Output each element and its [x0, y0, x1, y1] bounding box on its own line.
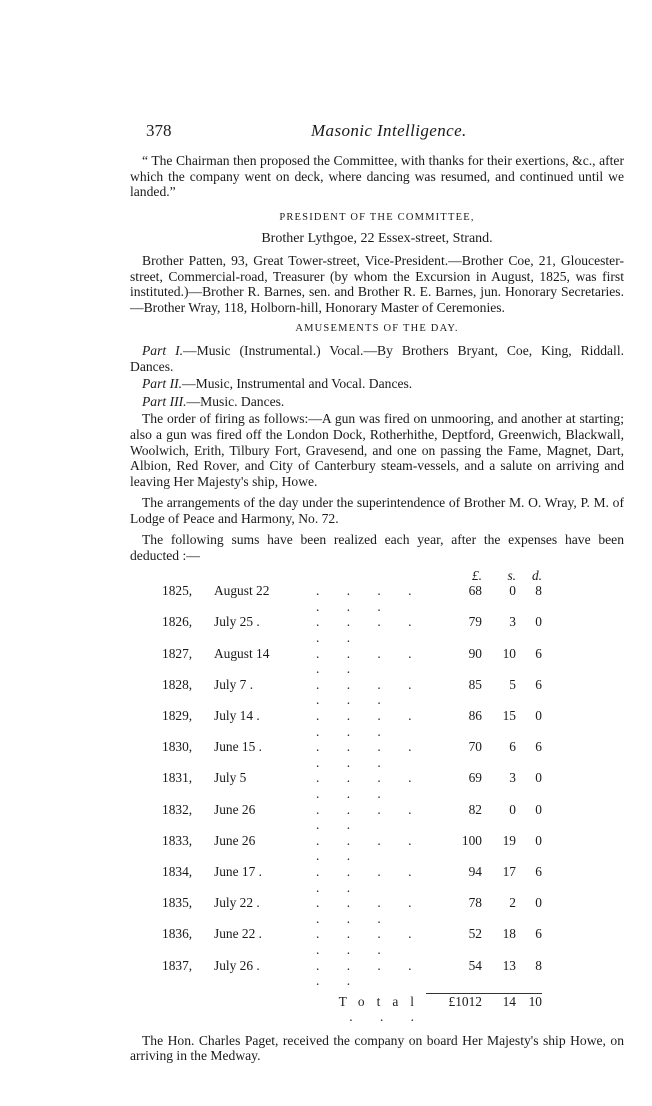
row-date: June 26	[214, 832, 256, 848]
total-pounds: £1012	[426, 993, 482, 1025]
part-one-label: Part I.	[142, 342, 184, 358]
closing-paragraph: The Hon. Charles Paget, received the company on board Her Majesty's ship Howe, on arriving in the Medway.	[130, 1032, 624, 1064]
row-shillings: 2	[509, 895, 516, 911]
arrangements-paragraph: The arrangements of the day under the superintendence of Brother M. O. Wray, P. M. of Lodge of Peace and Harmony, No. 72.	[130, 495, 624, 526]
total-shillings: 14	[482, 993, 516, 1025]
row-pence: 6	[535, 676, 542, 692]
row-year: 1832,	[162, 801, 193, 817]
row-date: July 25 .	[214, 614, 260, 630]
part-three-label: Part III.	[142, 393, 187, 409]
part-two	[130, 376, 624, 392]
row-shillings: 17	[502, 863, 516, 879]
table-row	[162, 677, 542, 708]
row-year: 1827,	[162, 645, 193, 661]
sums-header-row	[162, 568, 542, 584]
table-row	[162, 864, 542, 895]
row-shillings: 10	[502, 645, 516, 661]
table-row	[162, 958, 542, 989]
row-pounds: 94	[468, 863, 482, 879]
row-pence: 0	[535, 895, 542, 911]
row-date: July 5	[214, 770, 247, 786]
row-year: 1825,	[162, 583, 193, 599]
row-year: 1833,	[162, 832, 193, 848]
page-number: 378	[146, 121, 172, 140]
row-shillings: 19	[502, 832, 516, 848]
row-date: June 15 .	[214, 739, 262, 755]
row-pounds: 68	[468, 583, 482, 599]
table-row	[162, 895, 542, 926]
row-shillings: 13	[502, 957, 516, 973]
row-pounds: 54	[468, 957, 482, 973]
table-row	[162, 583, 542, 614]
row-leader-dots: . . . . . .	[316, 801, 424, 833]
table-row	[162, 739, 542, 770]
table-row	[162, 833, 542, 864]
president-heading: PRESIDENT OF THE COMMITTEE,	[279, 211, 475, 223]
pounds-header: £.	[471, 567, 482, 583]
row-pounds: 69	[468, 770, 482, 786]
row-pence: 6	[535, 926, 542, 942]
row-pence: 6	[535, 739, 542, 755]
row-pence: 8	[535, 957, 542, 973]
row-shillings: 0	[509, 583, 516, 599]
row-date: July 26 .	[214, 957, 260, 973]
row-pence: 6	[535, 863, 542, 879]
page-body	[130, 153, 624, 1064]
row-shillings: 3	[509, 614, 516, 630]
row-date: June 22 .	[214, 926, 262, 942]
table-row	[162, 614, 542, 645]
row-shillings: 6	[509, 739, 516, 755]
part-three-text: —Music. Dances.	[186, 393, 285, 409]
president-name: Brother Lythgoe, 22 Essex-street, Strand.	[261, 231, 493, 247]
row-pence: 0	[535, 614, 542, 630]
row-pounds: 78	[468, 895, 482, 911]
row-pounds: 90	[468, 645, 482, 661]
row-leader-dots: . . . . . . .	[316, 739, 424, 770]
row-year: 1829,	[162, 708, 193, 723]
part-two-label: Part II.	[142, 376, 183, 392]
row-year: 1834,	[162, 863, 193, 879]
row-leader-dots: . . . . . .	[316, 957, 424, 989]
pence-header: d.	[531, 567, 542, 583]
shillings-header: s.	[507, 567, 516, 583]
row-pounds: 52	[468, 926, 482, 942]
row-leader-dots: . . . . . . .	[316, 770, 424, 801]
sums-total-table	[162, 993, 542, 1025]
part-two-text: —Music, Instrumental and Vocal. Dances.	[182, 376, 413, 392]
running-title: Masonic Intelligence.	[311, 121, 467, 140]
row-pounds: 86	[468, 708, 482, 723]
part-three	[130, 394, 624, 410]
row-date: July 7 .	[214, 676, 254, 692]
row-year: 1831,	[162, 770, 193, 786]
officers-paragraph: Brother Patten, 93, Great Tower-street, Vice-President.—Brother Coe, 21, Gloucester-street, Commercial-road, Treasurer (by whom the Excursion in August, 1825, was first instituted.)—Brother R. Barnes, sen. and Brother R. E. Barnes, jun. Honorary Secretaries.—Brother Wray, 118, Holborn-hill, Honorary Master of Ceremonies.	[130, 252, 624, 315]
row-date: June 26	[214, 801, 256, 817]
row-leader-dots: . . . . . . .	[316, 708, 424, 739]
sums-total-row	[162, 993, 542, 1025]
table-row	[162, 802, 542, 833]
row-shillings: 0	[509, 801, 516, 817]
total-pence: 10	[516, 993, 542, 1025]
firing-paragraph: The order of firing as follows:—A gun was fired on unmooring, and another at starting; also a gun was fired off the London Dock, Rotherhithe, Deptford, Greenwich, Blackwall, Woolwich, Erith, Tilbury Fort, Gravesend, and one on passing the Fame, Magnet, Dart, Albion, Red Rover, and City of Canterbury steam-vessels, and a salute on arriving and leaving Her Majesty's ship, Howe.	[130, 411, 624, 489]
row-pounds: 85	[468, 676, 482, 692]
row-year: 1828,	[162, 676, 193, 692]
row-pence: 0	[535, 801, 542, 817]
amusements-heading: AMUSEMENTS OF THE DAY.	[295, 323, 459, 335]
row-pence: 0	[535, 708, 542, 723]
row-pounds: 100	[461, 832, 482, 848]
row-year: 1835,	[162, 895, 193, 911]
sums-table	[162, 568, 542, 989]
table-row	[162, 770, 542, 801]
row-shillings: 15	[502, 708, 516, 723]
row-date: August 22	[214, 583, 270, 599]
row-pounds: 82	[468, 801, 482, 817]
row-date: June 17 .	[214, 863, 262, 879]
row-leader-dots: . . . . . .	[316, 614, 424, 646]
row-leader-dots: . . . . . . .	[316, 895, 424, 926]
quote-paragraph: “ The Chairman then proposed the Committee, with thanks for their exertions, &c., after which the company went on deck, where dancing was resumed, and continued until we landed.”	[130, 153, 624, 200]
row-pence: 0	[535, 770, 542, 786]
row-leader-dots: . . . . . .	[316, 832, 424, 864]
row-year: 1836,	[162, 926, 193, 942]
row-leader-dots: . . . . . .	[316, 645, 424, 677]
part-one	[130, 343, 624, 374]
sums-table-body	[162, 568, 542, 989]
table-row	[162, 708, 542, 739]
row-leader-dots: . . . . . . .	[316, 676, 424, 708]
row-date: August 14	[214, 645, 270, 661]
row-shillings: 3	[509, 770, 516, 786]
total-label: Total . . .	[338, 993, 426, 1025]
row-date: July 14 .	[214, 708, 260, 723]
row-year: 1830,	[162, 739, 193, 755]
row-pence: 8	[535, 583, 542, 599]
page-header	[146, 121, 628, 147]
row-year: 1826,	[162, 614, 193, 630]
row-year: 1837,	[162, 957, 193, 973]
row-leader-dots: . . . . . . .	[316, 926, 424, 957]
row-shillings: 5	[509, 676, 516, 692]
row-pounds: 79	[468, 614, 482, 630]
row-pence: 6	[535, 645, 542, 661]
row-shillings: 18	[502, 926, 516, 942]
row-leader-dots: . . . . . .	[316, 863, 424, 895]
row-date: July 22 .	[214, 895, 260, 911]
sums-intro: The following sums have been realized each year, after the expenses have been deducted :—	[130, 532, 624, 564]
part-one-text: —Music (Instrumental.) Vocal.—By Brothers Bryant, Coe, King, Riddall. Dances.	[130, 342, 624, 374]
table-row	[162, 646, 542, 677]
row-leader-dots: . . . . . . .	[316, 583, 424, 614]
table-row	[162, 926, 542, 957]
row-pounds: 70	[468, 739, 482, 755]
row-pence: 0	[535, 832, 542, 848]
